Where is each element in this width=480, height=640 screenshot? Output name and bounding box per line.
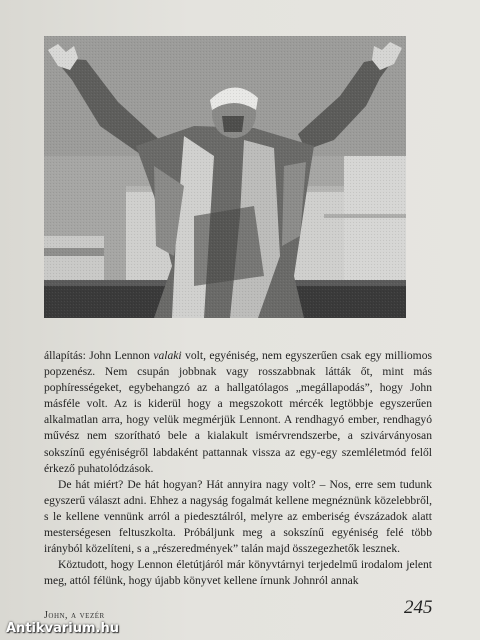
photograph	[44, 36, 406, 318]
photo-illustration	[44, 36, 406, 318]
running-title-text: John, a vezér	[44, 610, 105, 621]
paragraph-1	[44, 348, 432, 477]
paragraph-2	[44, 477, 432, 557]
text-run: Köztudott, hogy Lennon életútjáról már könyvtárnyi terjedelmű irodalom jelent meg, attól félünk, hogy újabb könyvet kellene írnunk Johnról annak	[44, 558, 432, 588]
text-run: De hát miért? De hát hogyan? Hát annyira nagy volt? – Nos, erre sem tudunk egyszerű választ adni. Ehhez a nagyság fogalmát kellene megnéznünk közelebbről, s le kellene vennünk arról a piedesztálról, melyre az emberiség évszázadok alatt mesterségesen feltuszkolta. Próbáljunk meg a sokszínű egyéniség felé több irányból közelíteni, s a „részeredmények” talán majd összegezhetők lesznek.	[44, 477, 432, 556]
watermark-text: Antikvarium.hu	[6, 621, 119, 636]
watermark	[0, 620, 480, 640]
body-text	[44, 348, 432, 589]
text-run: volt, egyéniség, nem egyszerűen csak egy milliomos popzenész. Nem csupán jobbnak vagy rosszabbnak látták őt, mint más pophírességeket, egybehangzó az a hallgatólagos „megállapodás”, hogy John másféle volt. Az is kiderül hogy a megszokott mércék legtöbbje egyszerűen alkalmatlan arra, hogy velük megmérjük Lennont. A rendhagyó ember, rendhagyó művész nem szorítható bele a kialakult ismérvrendszerbe, a szivárványosan sokszínű egyéniségről labdaként pattannak vissza az egy-egy szemléletmód felől érkező puhatolódzások.	[44, 349, 432, 475]
emphasis: valaki	[153, 349, 182, 362]
paragraph-3	[44, 557, 432, 589]
page-number: 245	[404, 597, 433, 618]
text-run: állapítás: John Lennon	[44, 349, 154, 362]
